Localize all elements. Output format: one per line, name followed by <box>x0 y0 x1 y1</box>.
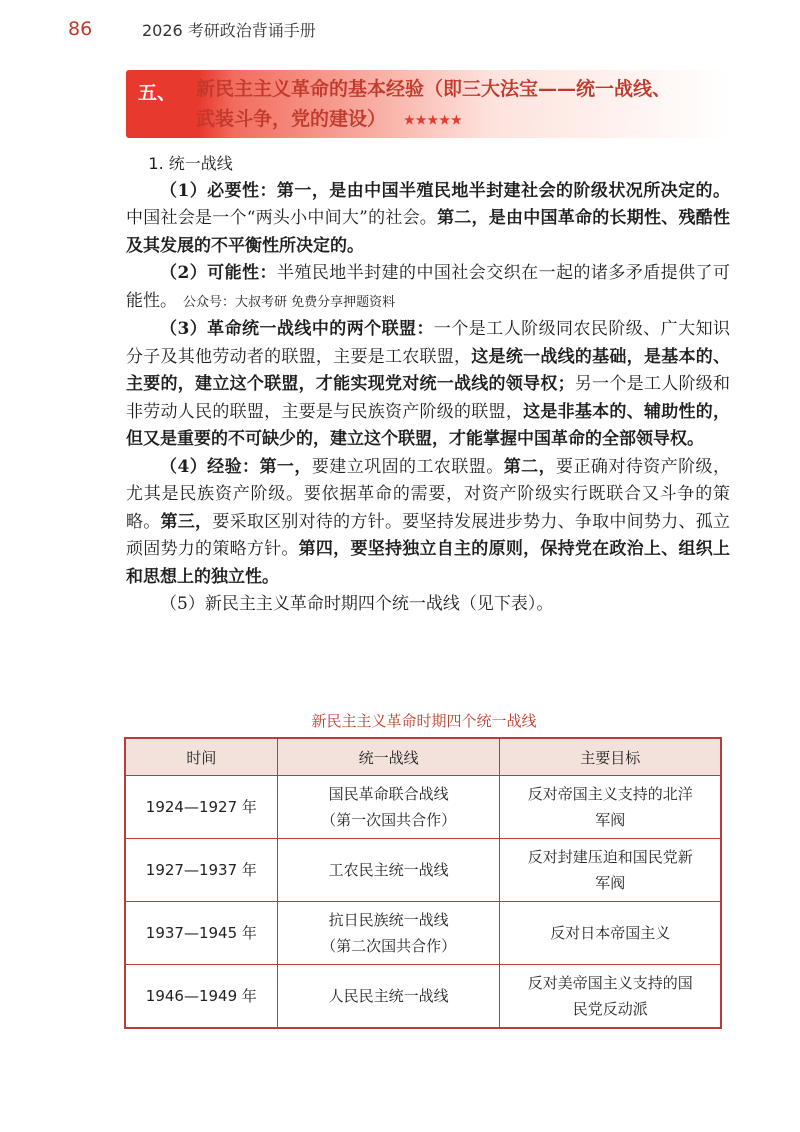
alliances-bold-2: 这是统一战线的基础，是基本的、主要的，建立这个联盟，才能实现党对统一战线的领导权； <box>126 346 731 394</box>
cell-front <box>277 965 500 1029</box>
experience-bold-1: （4）经验：第一， <box>160 456 312 477</box>
cell-front <box>277 902 500 965</box>
section-title-line-1: 新民主主义革命的基本经验（即三大法宝——统一战线、 <box>196 78 672 100</box>
cell-front <box>277 839 500 902</box>
cell-goal <box>500 839 721 902</box>
cell-front-line-2: （第二次国共合作） <box>321 937 457 955</box>
possibility-normal: 半殖民地半封建的中国社会交织在一起的诸多矛盾提供了可能性。 <box>126 263 730 311</box>
cell-front <box>277 776 500 839</box>
cell-goal-line-2: 军阀 <box>595 874 626 892</box>
section-title <box>196 74 716 135</box>
experience-normal-1: 要建立巩固的工农联盟。 <box>311 456 504 477</box>
cell-front-line-1: 国民革命联合战线 <box>328 785 449 803</box>
cell-front-line-1: 抗日民族统一战线 <box>328 911 449 929</box>
table-header-row <box>125 738 721 776</box>
header-front: 统一战线 <box>277 738 500 776</box>
cell-time: 1946—1949 年 <box>125 965 277 1029</box>
paragraph-possibility <box>126 260 730 316</box>
experience-bold-3: 第三， <box>160 511 213 532</box>
main-content <box>126 150 730 619</box>
cell-goal-line-1: 反对帝国主义支持的北洋 <box>527 785 693 803</box>
section-title-line-2-text: 武装斗争，党的建设） <box>196 108 387 130</box>
cell-goal <box>500 965 721 1029</box>
necessity-normal: 中国社会是一个“两头小中间大”的社会。 <box>126 208 438 228</box>
cell-goal-line-2: 军阀 <box>595 811 626 829</box>
table-row <box>125 839 721 902</box>
header-goal: 主要目标 <box>500 738 721 776</box>
cell-time: 1927—1937 年 <box>125 839 277 902</box>
paragraph-four-fronts: （5）新民主主义革命时期四个统一战线（见下表）。 <box>160 594 554 614</box>
cell-time: 1937—1945 年 <box>125 902 277 965</box>
subheading: 1. 统一战线 <box>148 154 233 173</box>
cell-front-line-1: 人民民主统一战线 <box>328 987 449 1005</box>
alliances-normal-1: 一个是工人阶级同农民阶级、广大知识分子及其他劳动者的联盟，主要是工农联盟， <box>126 319 731 367</box>
alliances-bold-1: （3）革命统一战线中的两个联盟： <box>160 319 434 339</box>
necessity-bold-2: 第二，是由中国革命的长期性、残酷性及其发展的不平衡性所决定的。 <box>126 208 730 256</box>
cell-goal-line-1: 反对美帝国主义支持的国 <box>527 974 693 992</box>
watermark-note: 公众号：大叔考研 免费分享押题资料 <box>183 294 396 310</box>
table-row <box>125 902 721 965</box>
table-row <box>125 965 721 1029</box>
page-header <box>68 14 316 44</box>
cell-front-line-2: （第一次国共合作） <box>321 811 457 829</box>
alliances-normal-2: 另一个是工人阶级和非劳动人民的联盟，主要是与民族资产阶级的联盟， <box>126 374 731 422</box>
section-number: 五、 <box>138 82 177 104</box>
cell-time: 1924—1927 年 <box>125 776 277 839</box>
experience-normal-2: 要正确对待资产阶级，尤其是民族资产阶级。要依据革命的需要，对资产阶级实行既联合又斗争的策略。 <box>126 456 730 532</box>
experience-bold-4: 第四，要坚持独立自主的原则，保持党在政治上、组织上和思想上的独立性。 <box>126 539 731 587</box>
header-time: 时间 <box>125 738 277 776</box>
united-fronts-table <box>124 737 722 1029</box>
section-title-line-2 <box>196 104 716 135</box>
importance-stars: ★★★★★ <box>404 113 463 127</box>
paragraph-experience <box>126 454 730 592</box>
book-title: 2026 考研政治背诵手册 <box>142 20 316 40</box>
cell-goal-line-1: 反对日本帝国主义 <box>550 924 671 942</box>
necessity-bold-1: （1）必要性：第一，是由中国半殖民地半封建社会的阶级状况所决定的。 <box>160 180 730 201</box>
cell-goal <box>500 776 721 839</box>
cell-front-line-1: 工农民主统一战线 <box>328 861 449 879</box>
page-number: 86 <box>68 18 93 40</box>
cell-goal <box>500 902 721 965</box>
paragraph-necessity <box>126 178 730 261</box>
cell-goal-line-2: 民党反动派 <box>572 1000 648 1018</box>
cell-goal-line-1: 反对封建压迫和国民党新 <box>527 848 693 866</box>
experience-bold-2: 第二， <box>503 456 557 477</box>
experience-normal-3: 要采取区别对待的方针。要坚持发展进步势力、争取中间势力、孤立顽固势力的策略方针。 <box>126 511 731 559</box>
table-row <box>125 776 721 839</box>
paragraph-alliances <box>126 316 730 454</box>
section-banner <box>126 70 730 138</box>
table-caption: 新民主主义革命时期四个统一战线 <box>311 712 537 730</box>
alliances-bold-3: 这是非基本的、辅助性的，但又是重要的不可缺少的，建立这个联盟，才能掌握中国革命的全部领导权。 <box>126 401 731 449</box>
possibility-bold: （2）可能性： <box>160 263 277 283</box>
